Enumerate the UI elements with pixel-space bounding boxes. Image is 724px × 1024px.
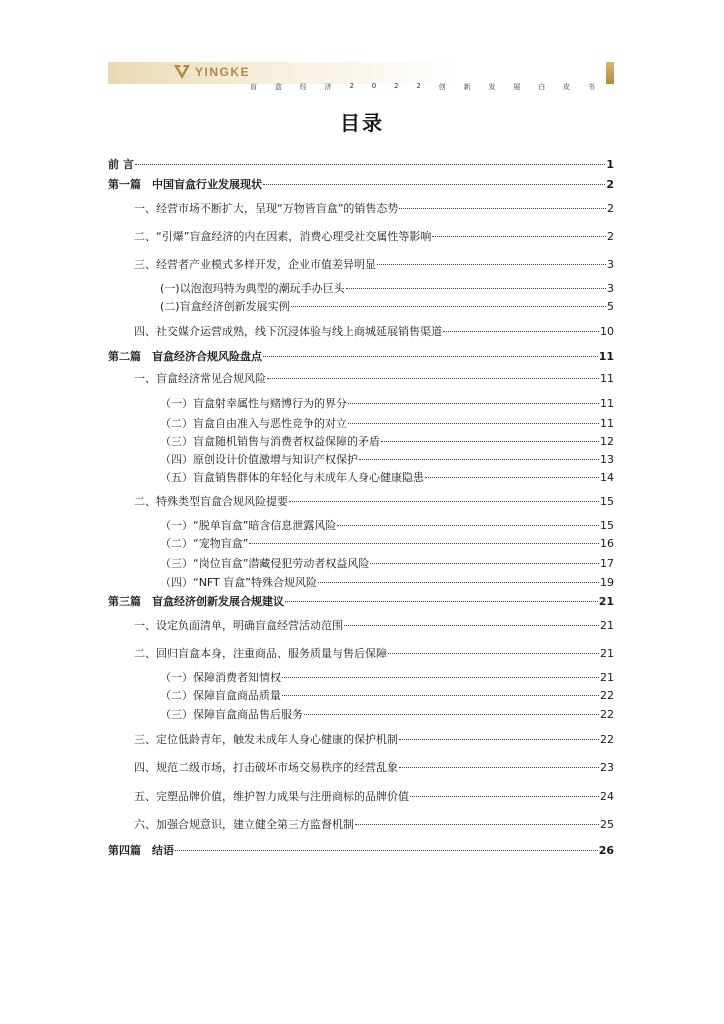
toc-entry-page: 22 [600,708,614,721]
toc-leader-dots [267,378,599,379]
toc-entry-label: （四）“NFT 盲盒”特殊合规风险 [160,576,317,589]
toc-leader-dots [348,403,599,404]
toc-leader-dots [337,525,599,526]
toc-entry[interactable] [160,282,614,296]
toc-leader-dots [285,601,598,602]
toc-entry-label: （四）原创设计价值激增与知识产权保护 [160,453,358,466]
running-title-char: 济 [324,83,332,91]
toc-entry[interactable] [134,647,614,661]
yingke-logo-icon [174,65,190,79]
toc-entry-page: 1 [606,158,614,171]
toc-entry-page: 10 [600,325,614,338]
running-title-char: 2 [349,82,354,90]
toc-entry[interactable] [134,818,614,832]
toc-entry-page: 11 [598,350,614,363]
toc-entry-page: 22 [600,689,614,702]
toc-entry-page: 15 [600,519,614,532]
toc-entry-label: 一、经营市场不断扩大，呈现“万物皆盲盒”的销售态势 [134,202,399,215]
toc-entry-label: （二）盲盒自由准入与恶性竞争的对立 [160,417,347,430]
toc-entry-page: 21 [598,595,614,608]
toc-entry[interactable] [160,689,614,703]
toc-leader-dots [425,477,599,478]
toc-entry[interactable] [160,453,614,467]
toc-entry-page: 23 [600,761,614,774]
toc-entry-label: (一)以泡泡玛特为典型的潮玩手办巨头 [160,282,345,295]
header-accent-bar [606,62,614,84]
toc-entry-label: （二）“宠物盲盒” [160,537,249,550]
toc-entry-label: （一）保障消费者知情权 [160,671,281,684]
toc-entry-page: 21 [600,671,614,684]
toc-entry-page: 25 [600,818,614,831]
toc-entry-page: 3 [607,258,614,271]
running-title-char: 发 [488,83,496,91]
toc-leader-dots [175,850,598,851]
toc-entry-label: （三）盲盒随机销售与消费者权益保障的矛盾 [160,435,380,448]
toc-leader-dots [289,501,599,502]
toc-entry-page: 14 [600,471,614,484]
toc-entry-label: 一、设定负面清单，明确盲盒经营活动范围 [134,619,343,632]
toc-leader-dots [443,331,599,332]
toc-leader-dots [399,767,599,768]
running-title-char: 白 [538,83,546,91]
toc-leader-dots [346,288,606,289]
toc-leader-dots [263,356,598,357]
toc-entry-label: （一）盲盒射幸属性与赌博行为的界分 [160,397,347,410]
toc-entry-label: 二、回归盲盒本身，注重商品、服务质量与售后保障 [134,647,387,660]
toc-entry[interactable] [160,519,614,533]
toc-leader-dots [388,653,599,654]
toc-entry[interactable] [160,671,614,685]
toc-leader-dots [318,582,599,583]
toc-entry[interactable] [134,733,614,747]
toc-leader-dots [282,695,599,696]
running-title-char: 新 [463,83,471,91]
toc-leader-dots [263,184,605,185]
toc-entry[interactable] [160,435,614,449]
document-running-title [250,82,595,94]
toc-entry-label: （三）“岗位盲盒”潜藏侵犯劳动者权益风险 [160,557,370,570]
running-title-char: 0 [371,82,377,90]
toc-entry-page: 12 [600,435,614,448]
toc-entry-page: 21 [600,619,614,632]
toc-entry[interactable] [134,790,614,804]
toc-entry-label: （一）“脱单盲盒”暗含信息泄露风险 [160,519,337,532]
toc-entry[interactable] [134,619,614,633]
toc-entry[interactable] [134,372,614,386]
toc-entry-page: 15 [600,495,614,508]
toc-entry-label: 第三篇 盲盒经济创新发展合规建议 [108,595,284,608]
toc-entry-page: 11 [600,417,614,430]
toc-entry-label: 一、盲盒经济常见合规风险 [134,372,266,385]
toc-entry-page: 22 [600,733,614,746]
toc-entry-page: 2 [607,202,614,215]
toc-leader-dots [432,236,606,237]
toc-entry[interactable] [108,158,614,172]
toc-leader-dots [377,264,606,265]
toc-entry-page: 21 [600,647,614,660]
toc-entry-page: 3 [607,282,614,295]
running-title-char: 盲 [250,83,257,91]
toc-leader-dots [410,796,599,797]
brand-logo [174,63,250,81]
toc-entry-label: 第一篇 中国盲盒行业发展现状 [108,178,262,191]
toc-entry[interactable] [160,471,614,485]
toc-leader-dots [399,208,606,209]
running-title-char: 书 [587,83,595,91]
toc-leader-dots [370,563,599,564]
toc-entry-page: 11 [600,397,614,410]
toc-entry-label: (二)盲盒经济创新发展实例 [160,300,290,313]
toc-entry-label: 二、“引爆”盲盒经济的内在因素，消费心理受社交属性等影响 [134,230,432,243]
toc-entry[interactable] [134,325,614,339]
toc-title: 目录 [340,111,384,135]
toc-entry-page: 16 [600,537,614,550]
toc-leader-dots [249,543,599,544]
toc-leader-dots [399,739,599,740]
toc-entry-page: 2 [606,178,614,191]
toc-entry[interactable] [134,761,614,775]
toc-leader-dots [135,164,606,165]
toc-entry-page: 2 [607,230,614,243]
toc-entry-page: 19 [600,576,614,589]
toc-entry-page: 13 [600,453,614,466]
toc-entry[interactable] [134,202,614,216]
running-title-char: 经 [299,83,307,91]
running-title-char: 展 [513,83,521,91]
toc-entry-page: 11 [600,372,614,385]
toc-entry[interactable] [160,417,614,431]
toc-entry-label: 前 言 [108,158,134,171]
toc-leader-dots [381,441,599,442]
running-title-char: 2 [394,82,399,90]
toc-entry-label: （三）保障盲盒商品售后服务 [160,708,303,721]
toc-entry-label: 第二篇 盲盒经济合规风险盘点 [108,350,262,363]
toc-entry-label: 三、经营者产业模式多样开发，企业市值差异明显 [134,258,376,271]
toc-entry-page: 5 [607,300,614,313]
toc-entry[interactable] [160,300,614,314]
toc-entry[interactable] [134,495,614,509]
toc-entry[interactable] [134,230,614,244]
toc-entry[interactable] [108,595,614,609]
toc-entry-label: 二、特殊类型盲盒合规风险提要 [134,495,288,508]
toc-leader-dots [304,714,599,715]
toc-entry[interactable] [160,708,614,722]
toc-entry[interactable] [108,350,614,364]
toc-entry[interactable] [160,576,614,590]
toc-entry-label: （二）保障盲盒商品质量 [160,689,281,702]
toc-entry-label: （五）盲盒销售群体的年轻化与未成年人身心健康隐患 [160,471,424,484]
toc-entry-label: 五、完塑品牌价值，维护智力成果与注册商标的品牌价值 [134,790,409,803]
toc-entry[interactable] [134,258,614,272]
toc-entry[interactable] [160,537,614,551]
toc-entry-page: 17 [600,557,614,570]
toc-entry-label: 四、社交媒介运营成熟，线下沉浸体验与线上商城延展销售渠道 [134,325,442,338]
toc-entry-label: 三、定位低龄青年，触发未成年人身心健康的保护机制 [134,733,398,746]
toc-leader-dots [344,625,599,626]
toc-entry-label: 六、加强合规意识，建立健全第三方监督机制 [134,818,354,831]
logo-text: YINGKE [195,65,251,79]
toc-entry-page: 24 [600,790,614,803]
toc-leader-dots [282,677,599,678]
toc-leader-dots [291,306,606,307]
toc-entry-label: 第四篇 结语 [108,844,174,857]
running-title-char: 创 [438,83,446,91]
toc-entry-page: 26 [598,844,614,857]
running-title-char: 2 [416,82,421,90]
toc-leader-dots [348,423,599,424]
toc-entry[interactable] [108,178,614,192]
toc-entry-label: 四、规范二级市场，打击破坏市场交易秩序的经营乱象 [134,761,398,774]
toc-entry[interactable] [160,397,614,411]
toc-leader-dots [359,459,599,460]
toc-entry[interactable] [108,844,614,858]
running-title-char: 盒 [274,83,282,91]
toc-entry[interactable] [160,557,614,571]
toc-leader-dots [355,824,599,825]
running-title-char: 皮 [563,83,571,91]
